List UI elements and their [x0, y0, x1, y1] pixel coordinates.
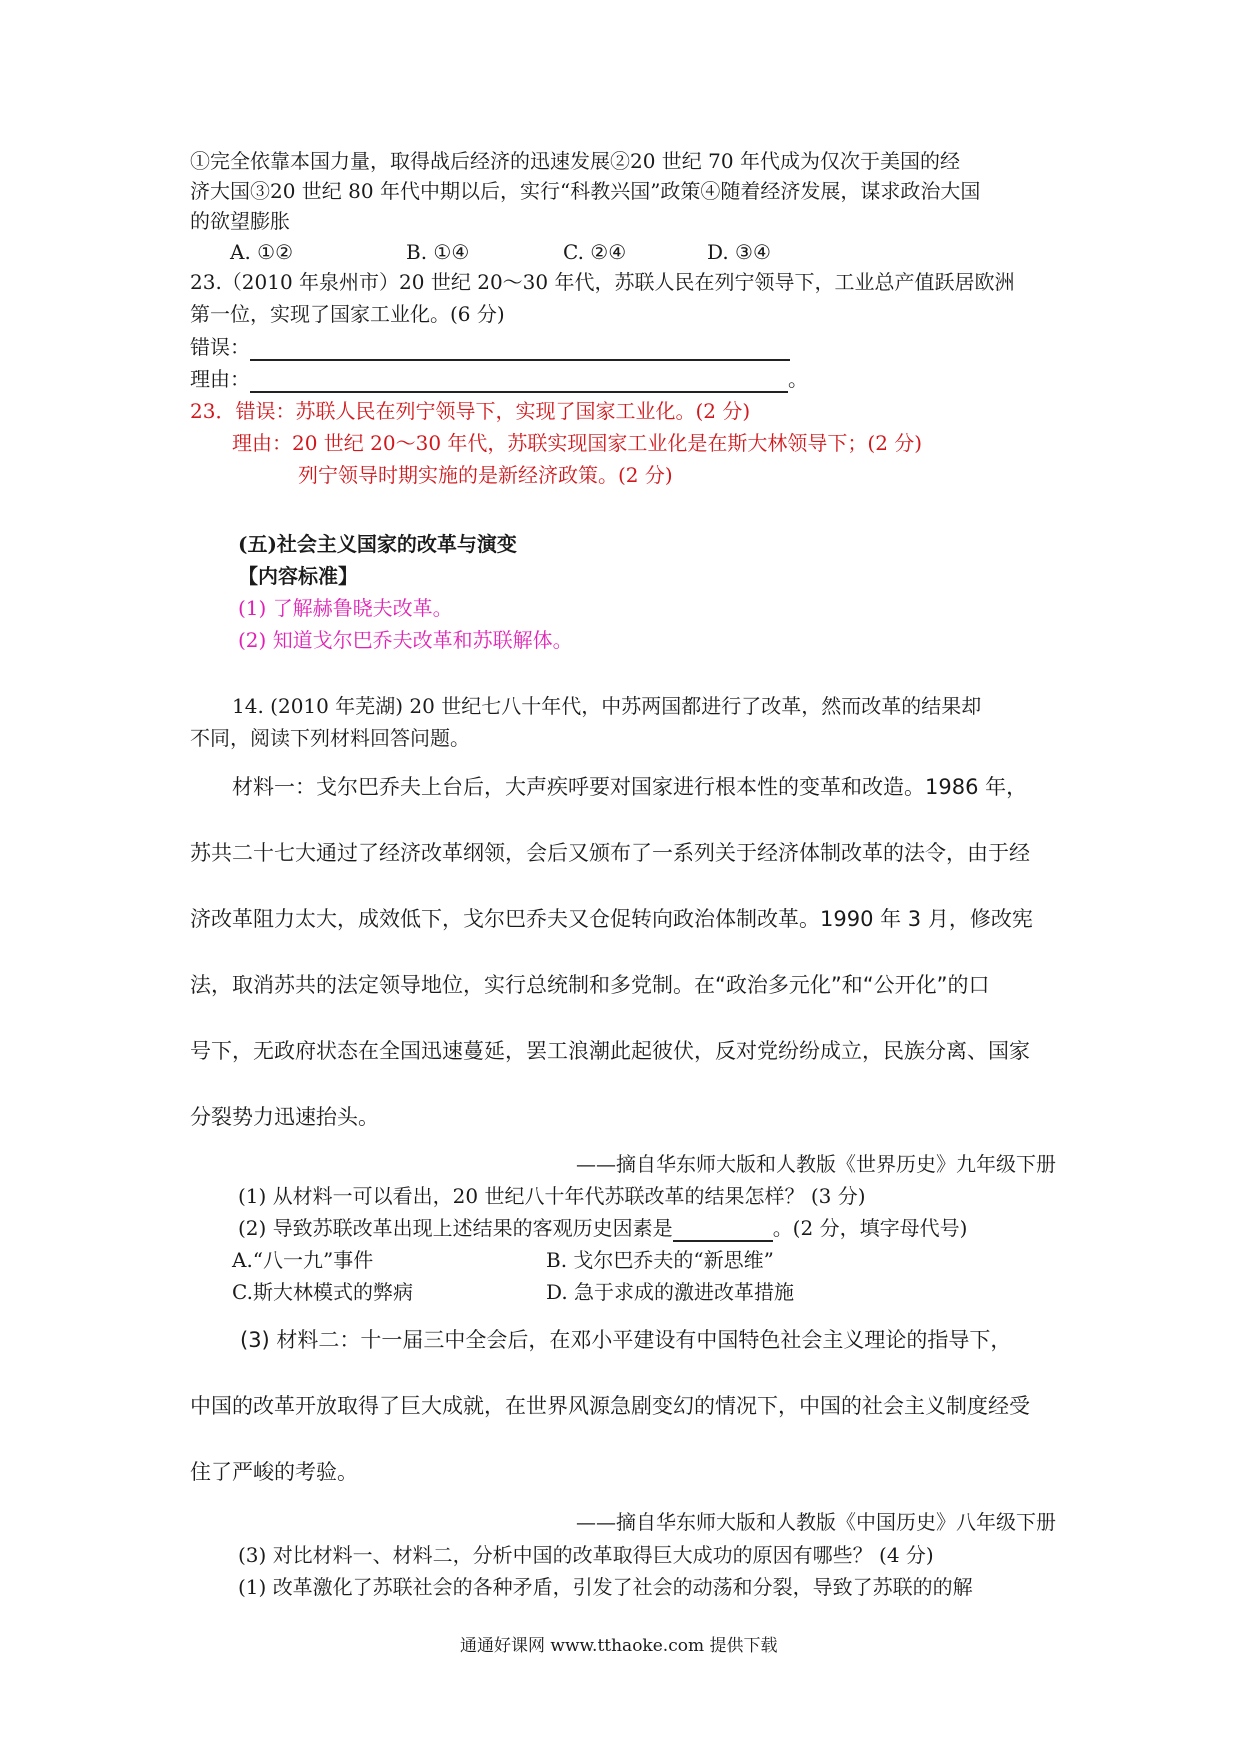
material1-line1: 材料一：戈尔巴乔夫上台后，大声疾呼要对国家进行根本性的变革和改造。1986 年，: [232, 775, 1028, 799]
page-footer: 通通好课网 www.tthaoke.com 提供下载: [460, 1636, 778, 1656]
q14-option-b: B. 戈尔巴乔夫的“新思维”: [546, 1248, 774, 1272]
q14-sub2-note: 。(2 分，填字母代号): [772, 1216, 968, 1240]
q14-option-c: C.斯大林模式的弊病: [232, 1280, 413, 1304]
q23-stem-line1: 23.（2010 年泉州市）20 世纪 20～30 年代，苏联人民在列宁领导下，工业总产值跃居欧洲: [190, 270, 1015, 294]
q22-items-line2: 济大国③20 世纪 80 年代中期以后，实行“科教兴国”政策④随着经济发展，谋求政治大国: [190, 179, 981, 203]
material2-line3: 住了严峻的考验。: [190, 1460, 358, 1484]
q22-option-c: C. ②④: [563, 240, 627, 264]
material2-line2: 中国的改革开放取得了巨大成就，在世界风源急剧变幻的情况下，中国的社会主义制度经受: [190, 1394, 1030, 1418]
q14-sub2: [238, 1214, 967, 1242]
q23-answer-reason: 理由：20 世纪 20～30 年代，苏联实现国家工业化是在斯大林领导下；(2 分): [232, 431, 923, 455]
material2-line1: (3) 材料二：十一届三中全会后，在邓小平建设有中国特色社会主义理论的指导下，: [240, 1328, 1012, 1352]
q23-reason-label: 理由：: [190, 367, 250, 391]
q22-option-d: D. ③④: [707, 240, 771, 264]
q23-answer-error: 23．错误：苏联人民在列宁领导下，实现了国家工业化。(2 分): [190, 399, 751, 423]
q23-answer-reason-cont: 列宁领导时期实施的是新经济政策。(2 分): [298, 463, 673, 487]
q14-sub2-blank[interactable]: [673, 1218, 773, 1242]
content-standard-2: (2) 知道戈尔巴乔夫改革和苏联解体。: [238, 628, 573, 652]
q22-option-a: A. ①②: [230, 240, 294, 264]
q23-reason-end: 。: [788, 367, 808, 391]
q14-stem-line2: 不同，阅读下列材料回答问题。: [190, 726, 470, 750]
q23-reason-blank[interactable]: [250, 369, 788, 393]
q23-stem-line2: 第一位，实现了国家工业化。(6 分): [190, 302, 505, 326]
q14-sub1: (1) 从材料一可以看出，20 世纪八十年代苏联改革的结果怎样？ (3 分): [238, 1184, 866, 1208]
material1-source: ——摘自华东师大版和人教版《世界历史》九年级下册: [576, 1152, 1056, 1176]
q23-reason-row: [190, 365, 808, 393]
content-standard-1: (1) 了解赫鲁晓夫改革。: [238, 596, 453, 620]
q23-error-label: 错误：: [190, 335, 250, 359]
q14-sub2-text: (2) 导致苏联改革出现上述结果的客观历史因素是: [238, 1216, 673, 1240]
q22-items-line3: 的欲望膨胀: [190, 209, 290, 233]
section5-title: (五)社会主义国家的改革与演变: [238, 532, 517, 556]
q23-error-blank[interactable]: [250, 337, 790, 361]
material2-source: ——摘自华东师大版和人教版《中国历史》八年级下册: [576, 1510, 1056, 1534]
q14-answer1: (1) 改革激化了苏联社会的各种矛盾，引发了社会的动荡和分裂，导致了苏联的的解: [238, 1575, 973, 1599]
material1-line5: 号下，无政府状态在全国迅速蔓延，罢工浪潮此起彼伏，反对党纷纷成立，民族分离、国家: [190, 1039, 1030, 1063]
material1-line2: 苏共二十七大通过了经济改革纲领，会后又颁布了一系列关于经济体制改革的法令，由于经: [190, 841, 1030, 865]
q22-option-b: B. ①④: [406, 240, 470, 264]
content-standard-heading: 【内容标准】: [238, 564, 358, 588]
q14-option-a: A.“八一九”事件: [232, 1248, 374, 1272]
material1-line4: 法，取消苏共的法定领导地位，实行总统制和多党制。在“政治多元化”和“公开化”的口: [190, 973, 990, 997]
q23-error-row: [190, 333, 790, 361]
q14-option-d: D. 急于求成的激进改革措施: [546, 1280, 795, 1304]
q22-items-line1: ①完全依靠本国力量，取得战后经济的迅速发展②20 世纪 70 年代成为仅次于美国的经: [190, 149, 960, 173]
material1-line3: 济改革阻力太大，成效低下，戈尔巴乔夫又仓促转向政治体制改革。1990 年 3 月，修改宪: [190, 907, 1033, 931]
q14-stem-line1: 14. (2010 年芜湖) 20 世纪七八十年代，中苏两国都进行了改革，然而改革的结果却: [232, 694, 982, 718]
material1-line6: 分裂势力迅速抬头。: [190, 1105, 379, 1129]
q14-sub3: (3) 对比材料一、材料二，分析中国的改革取得巨大成功的原因有哪些？ (4 分): [238, 1543, 934, 1567]
